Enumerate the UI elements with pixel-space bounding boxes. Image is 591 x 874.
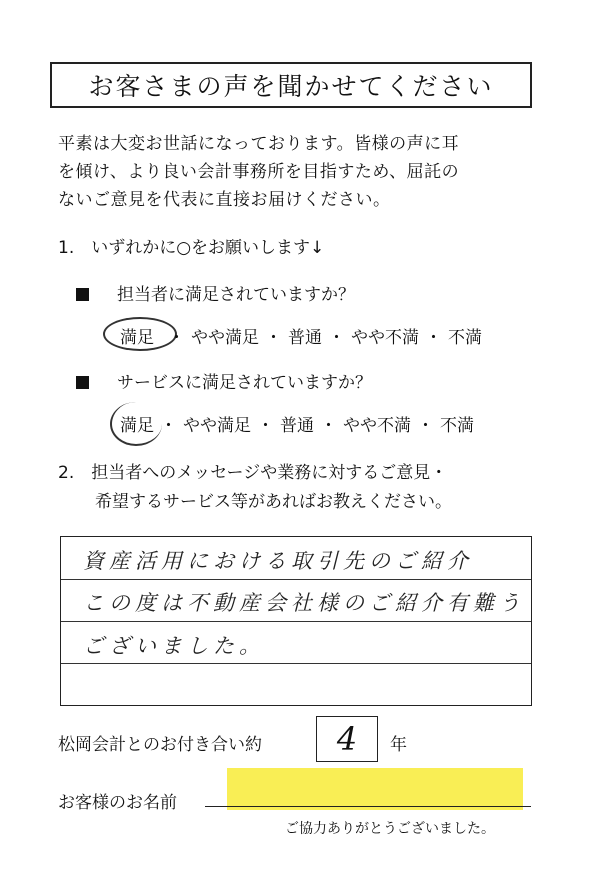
- intro-line: 平素は大変お世話になっております。皆様の声に耳: [58, 134, 460, 154]
- bullet-square-icon: [76, 376, 89, 389]
- question-1-heading: 1. いずれかに○をお願いします↓: [58, 238, 325, 258]
- question-1b: [76, 368, 372, 393]
- option-neutral[interactable]: 普通: [280, 416, 314, 436]
- option-dissatisfied[interactable]: 不満: [448, 328, 482, 348]
- answer-rule: [61, 663, 531, 664]
- question-2-heading: 2. 担当者へのメッセージや業務に対するご意見・: [58, 463, 448, 483]
- answer-box[interactable]: [60, 536, 532, 706]
- question-1b-text: サービスに満足されていますか？: [117, 373, 372, 393]
- redacted-name-highlight: [227, 768, 523, 810]
- option-satisfied[interactable]: 満足: [120, 416, 154, 436]
- option-neutral[interactable]: 普通: [288, 328, 322, 348]
- question-1b-options: 満足 ・ やや満足 ・ 普通 ・ やや不満 ・ 不満: [120, 411, 474, 436]
- option-somewhat-satisfied[interactable]: やや満足: [191, 328, 259, 348]
- question-2-heading-line2: 希望するサービス等があればお教えください。: [95, 492, 452, 512]
- thanks-text: ご協力ありがとうございました。: [285, 821, 495, 837]
- years-unit: 年: [390, 735, 407, 755]
- relationship-label: 松岡会計とのお付き合い約: [58, 735, 262, 755]
- answer-line-2: この度は不動産会社様のご紹介有難う: [83, 591, 525, 615]
- option-dissatisfied[interactable]: 不満: [440, 416, 474, 436]
- intro-line: ないご意見を代表に直接お届けください。: [58, 190, 391, 210]
- question-1a: [76, 280, 355, 305]
- years-field[interactable]: 4: [316, 716, 378, 762]
- option-somewhat-dissatisfied[interactable]: やや不満: [351, 328, 419, 348]
- name-label: お客様のお名前: [58, 793, 177, 813]
- question-1a-options: 満足 ・ やや満足 ・ 普通 ・ やや不満 ・ 不満: [120, 323, 482, 348]
- intro-text: [58, 130, 538, 214]
- option-somewhat-satisfied[interactable]: やや満足: [183, 416, 251, 436]
- answer-rule: [61, 579, 531, 580]
- intro-line: を傾け、より良い会計事務所を目指すため、屈託の: [58, 162, 460, 182]
- name-underline: [205, 806, 531, 807]
- answer-line-3: ございました。: [83, 634, 265, 658]
- answer-rule: [61, 621, 531, 622]
- bullet-square-icon: [76, 288, 89, 301]
- option-satisfied[interactable]: 満足: [120, 328, 154, 348]
- survey-title: お客さまの声を聞かせてください: [50, 62, 532, 108]
- question-1a-text: 担当者に満足されていますか？: [117, 285, 355, 305]
- answer-line-1: 資産活用における取引先のご紹介: [83, 549, 473, 573]
- option-somewhat-dissatisfied[interactable]: やや不満: [343, 416, 411, 436]
